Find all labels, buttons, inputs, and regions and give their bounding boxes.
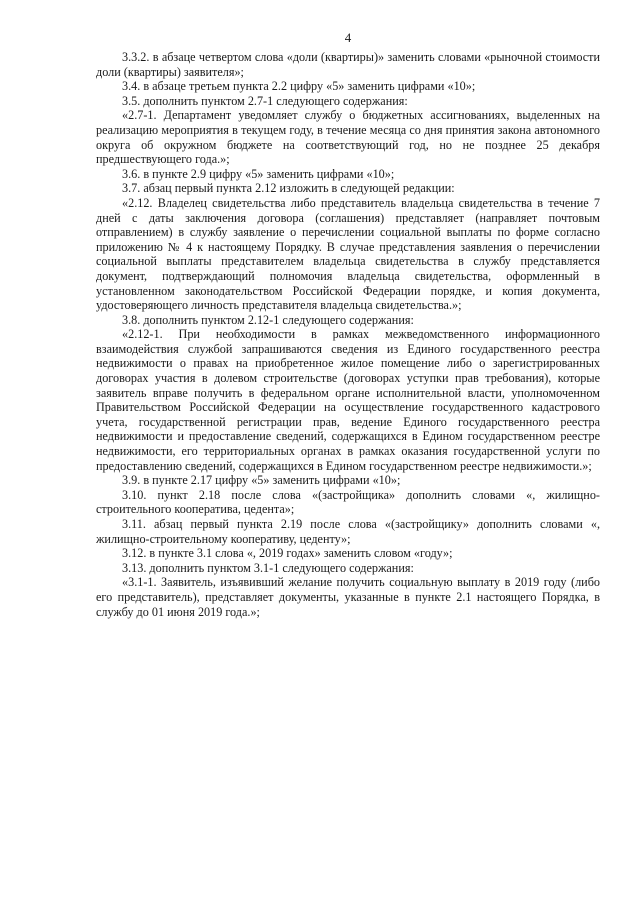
paragraph-3-13: 3.13. дополнить пунктом 3.1-1 следующего содержания: <box>122 560 414 575</box>
page-number: 4 <box>344 30 352 45</box>
paragraph-3-9: 3.9. в пункте 2.17 цифру «5» заменить цифрами «10»; <box>122 473 401 488</box>
paragraph-3-7: 3.7. абзац первый пункта 2.12 изложить в следующей редакции: <box>122 181 455 196</box>
paragraph-2-12: «2.12. Владелец свидетельства либо представитель владельца свидетельства в течение 7 дней с даты заключения договора (соглашения) представляет (направляет почтовым отправлением) в службу заявление о перечислении социальной выплаты по форме согласно приложению № 4 к настоящему Порядку. В случае представления заявления о перечислении социальной выплаты представителем владельца свидетельства в службу представляется документ, подтверждающий полномочия владельца свидетельства, оформленный в установленном законодательством Российской Федерации порядке, и копия документа, удостоверяющего личность представителя владельца свидетельства.»; <box>96 195 600 313</box>
paragraph-3-6: 3.6. в пункте 2.9 цифру «5» заменить цифрами «10»; <box>122 166 395 181</box>
paragraph-3-10: 3.10. пункт 2.18 после слова «(застройщика» дополнить словами «, жилищно-строительного кооператива, цедента»; <box>96 487 600 517</box>
paragraph-3-12: 3.12. в пункте 3.1 слова «, 2019 годах» заменить словом «году»; <box>122 546 453 561</box>
paragraph-3-4: 3.4. в абзаце третьем пункта 2.2 цифру «5» заменить цифрами «10»; <box>122 79 476 94</box>
paragraph-3-5: 3.5. дополнить пунктом 2.7-1 следующего содержания: <box>122 93 408 108</box>
document-body <box>96 50 600 619</box>
paragraph-3-8: 3.8. дополнить пунктом 2.12-1 следующего содержания: <box>122 312 414 327</box>
paragraph-3-11: 3.11. абзац первый пункта 2.19 после слова «(застройщику» дополнить словами «, жилищно-строительному кооперативу, цеденту»; <box>96 517 600 546</box>
paragraph-2-12-1: «2.12-1. При необходимости в рамках межведомственного информационного взаимодействия службой запрашиваются сведения из Единого государственного реестра недвижимости о правах на приобретенное жилое помещение либо о зарегистрированных договорах участия в долевом строительстве (договорах уступки прав требования), которые заявитель вправе получить в федеральном органе исполнительной власти, уполномоченном Правительством Российской Федерации на осуществление государственного кадастрового учета, государственной регистрации прав, ведение Единого государственного реестра недвижимости и предоставление сведений, содержащихся в Едином государственном реестре недвижимости, его территориальных органах в рамках оказания государственной услуги по предоставлению сведений, содержащихся в Едином государственном реестре недвижимости.»; <box>96 327 600 473</box>
paragraph-3-1-1: «3.1-1. Заявитель, изъявивший желание получить социальную выплату в 2019 году (либо его представитель), представляет документы, указанные в пункте 2.1 настоящего Порядка, в службу до 01 июня 2019 года.»; <box>96 575 600 619</box>
paragraph-3-3-2: 3.3.2. в абзаце четвертом слова «доли (квартиры)» заменить словами «рыночной стоимости доли (квартиры) заявителя»; <box>96 50 600 79</box>
paragraph-2-7-1: «2.7-1. Департамент уведомляет службу о бюджетных ассигнованиях, выделенных на реализацию мероприятия в текущем году, в течение месяца со дня принятия закона автономного округа об окружном бюджете на соответствующий год, но не позднее 25 декабря предшествующего года.»; <box>96 108 600 167</box>
